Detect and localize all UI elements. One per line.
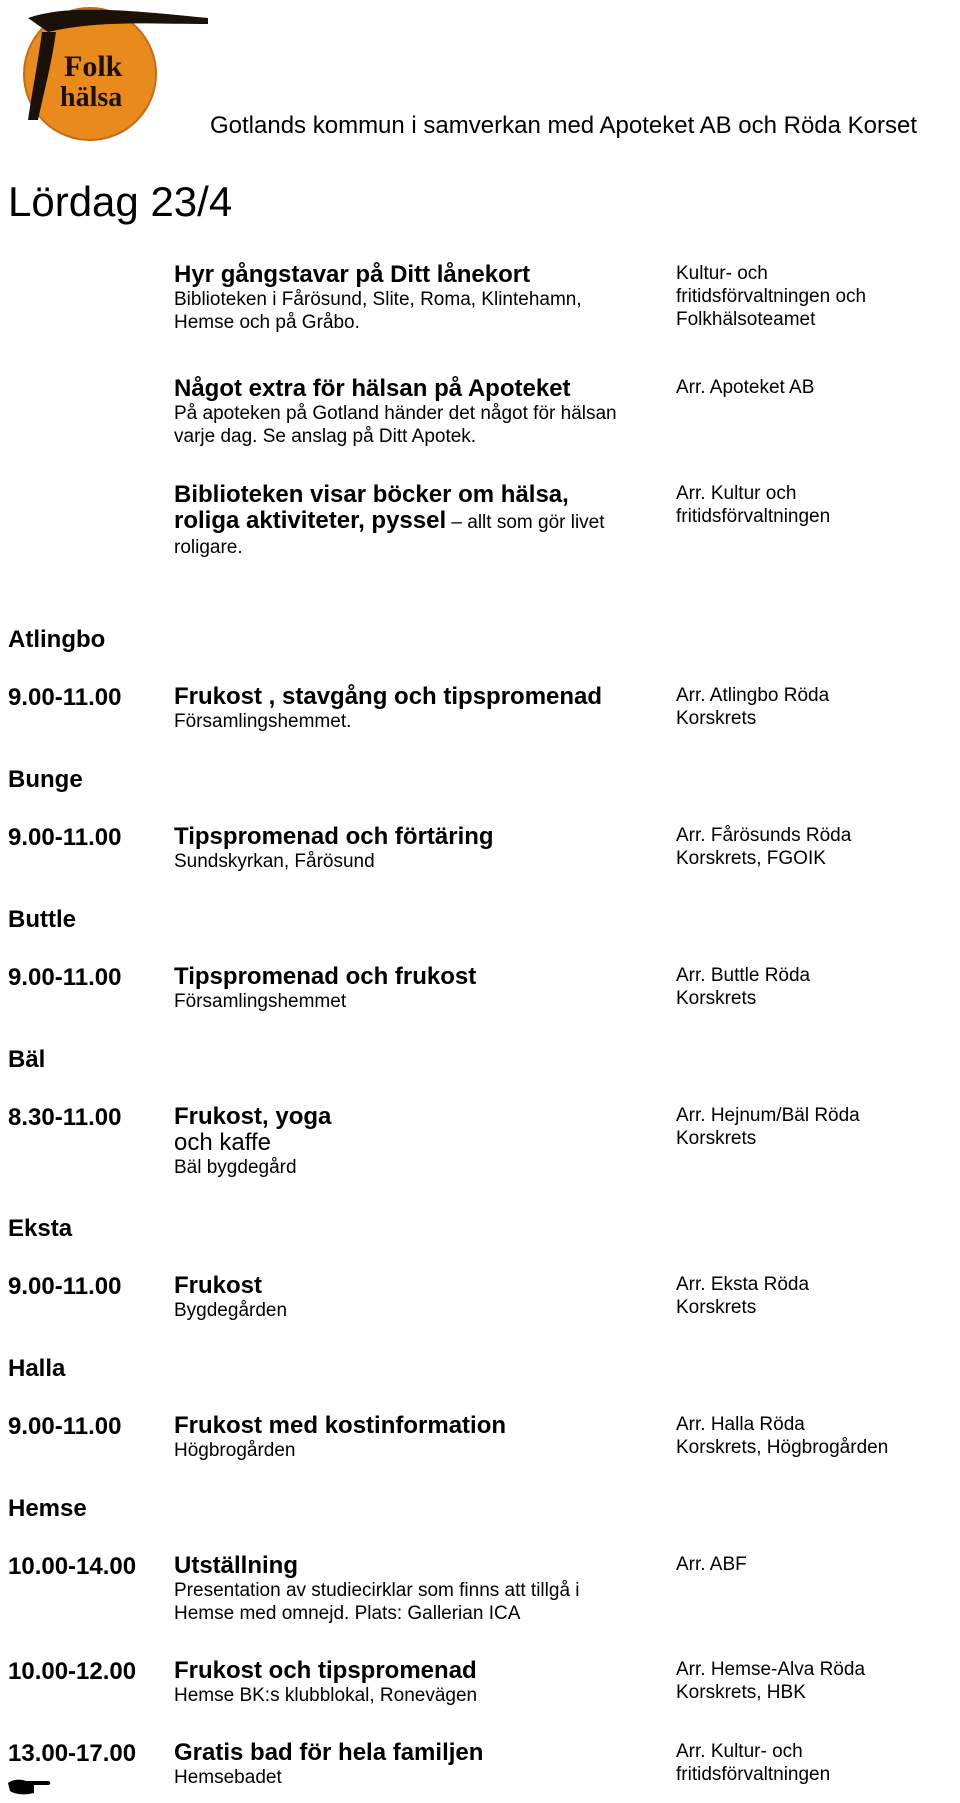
organizer-line: Arr. Hemse-Alva Röda: [676, 1659, 866, 1680]
organizer-line: Korskrets, Högbrogården: [676, 1437, 889, 1458]
organizer-line: Arr. Atlingbo Röda: [676, 685, 830, 706]
organizer-line: Arr. Kultur och: [676, 483, 797, 504]
organizer-line: Korskrets, HBK: [676, 1682, 806, 1703]
organizer-line: fritidsförvaltningen: [676, 506, 831, 527]
intro-title-2: roliga aktiviteter, pyssel: [174, 507, 447, 534]
organizer-line: Arr. Apoteket AB: [676, 377, 815, 398]
organizer-line: Kultur- och: [676, 263, 768, 284]
logo-text-2: hälsa: [60, 82, 123, 113]
event-venue: Hemsebadet: [174, 1767, 282, 1788]
event-title: Tipspromenad och förtäring: [174, 823, 494, 850]
intro-line: varje dag. Se anslag på Ditt Apotek.: [174, 426, 477, 447]
event-venue: Högbrogården: [174, 1440, 296, 1461]
intro-line: Biblioteken i Fårösund, Slite, Roma, Klintehamn,: [174, 289, 582, 310]
event-time: 10.00-14.00: [8, 1553, 137, 1580]
event-time: 9.00-11.00: [8, 684, 122, 711]
event-venue: Bäl bygdegård: [174, 1157, 297, 1178]
organizer-line: Arr. Fårösunds Röda: [676, 825, 852, 846]
event-venue: Hemse med omnejd. Plats: Gallerian ICA: [174, 1603, 521, 1624]
event-venue: Presentation av studiecirklar som finns att tillgå i: [174, 1580, 580, 1601]
event-time: 9.00-11.00: [8, 1413, 122, 1440]
intro-title: Något extra för hälsan på Apoteket: [174, 375, 571, 402]
event-title: Utställning: [174, 1552, 298, 1579]
organizer-line: Korskrets: [676, 988, 757, 1009]
tagline: Gotlands kommun i samverkan med Apoteket AB och Röda Korset: [210, 112, 918, 139]
intro-line: På apoteken på Gotland händer det något för hälsan: [174, 403, 617, 424]
event-title: Frukost med kostinformation: [174, 1412, 507, 1439]
event-title: Gratis bad för hela familjen: [174, 1739, 484, 1766]
intro-title: Biblioteken visar böcker om hälsa,: [174, 481, 569, 508]
intro-line: roligare.: [174, 537, 243, 558]
organizer-line: Korskrets: [676, 708, 757, 729]
logo-text-1: Folk: [64, 50, 123, 83]
event-title: Frukost och tipspromenad: [174, 1657, 477, 1684]
folkhalsa-logo-icon: [8, 2, 208, 142]
page-title: Lördag 23/4: [8, 178, 233, 225]
organizer-line: Korskrets: [676, 1297, 757, 1318]
event-title: Tipspromenad och frukost: [174, 963, 477, 990]
organizer-line: fritidsförvaltningen: [676, 1764, 831, 1785]
event-time: 9.00-11.00: [8, 964, 122, 991]
organizer-line: Korskrets: [676, 1128, 757, 1149]
event-title-2: och kaffe: [174, 1129, 271, 1156]
event-venue: Församlingshemmet: [174, 991, 347, 1012]
pointing-hand-icon: [6, 1773, 52, 1797]
organizer-line: Arr. Hejnum/Bäl Röda: [676, 1105, 860, 1126]
event-title: Frukost: [174, 1272, 263, 1299]
event-time: 9.00-11.00: [8, 824, 122, 851]
location-heading: Bunge: [8, 766, 83, 793]
location-heading: Eksta: [8, 1215, 73, 1242]
organizer-line: Arr. Buttle Röda: [676, 965, 811, 986]
event-venue: Sundskyrkan, Fårösund: [174, 851, 375, 872]
intro-line: Hemse och på Gråbo.: [174, 312, 360, 333]
event-venue: Församlingshemmet.: [174, 711, 352, 732]
page-header: [0, 0, 960, 150]
organizer-line: Arr. Kultur- och: [676, 1741, 803, 1762]
location-heading: Bäl: [8, 1046, 46, 1073]
location-heading: Buttle: [8, 906, 76, 933]
organizer-line: Korskrets, FGOIK: [676, 848, 826, 869]
event-venue: Hemse BK:s klubblokal, Ronevägen: [174, 1685, 478, 1706]
event-title: Frukost , stavgång och tipspromenad: [174, 683, 603, 710]
intro-title-extra: – allt som gör livet: [446, 512, 605, 533]
event-time: 8.30-11.00: [8, 1104, 122, 1131]
organizer-line: Folkhälsoteamet: [676, 309, 816, 330]
event-title: Frukost, yoga: [174, 1103, 332, 1130]
organizer-line: Arr. ABF: [676, 1554, 747, 1575]
event-venue: Bygdegården: [174, 1300, 288, 1321]
location-heading: Halla: [8, 1355, 66, 1382]
location-heading: Hemse: [8, 1495, 87, 1522]
event-time: 13.00-17.00: [8, 1740, 137, 1767]
organizer-line: fritidsförvaltningen och: [676, 286, 867, 307]
intro-title: Hyr gångstavar på Ditt lånekort: [174, 261, 531, 288]
organizer-line: Arr. Halla Röda: [676, 1414, 805, 1435]
location-heading: Atlingbo: [8, 626, 106, 653]
organizer-line: Arr. Eksta Röda: [676, 1274, 810, 1295]
event-time: 10.00-12.00: [8, 1658, 137, 1685]
event-time: 9.00-11.00: [8, 1273, 122, 1300]
